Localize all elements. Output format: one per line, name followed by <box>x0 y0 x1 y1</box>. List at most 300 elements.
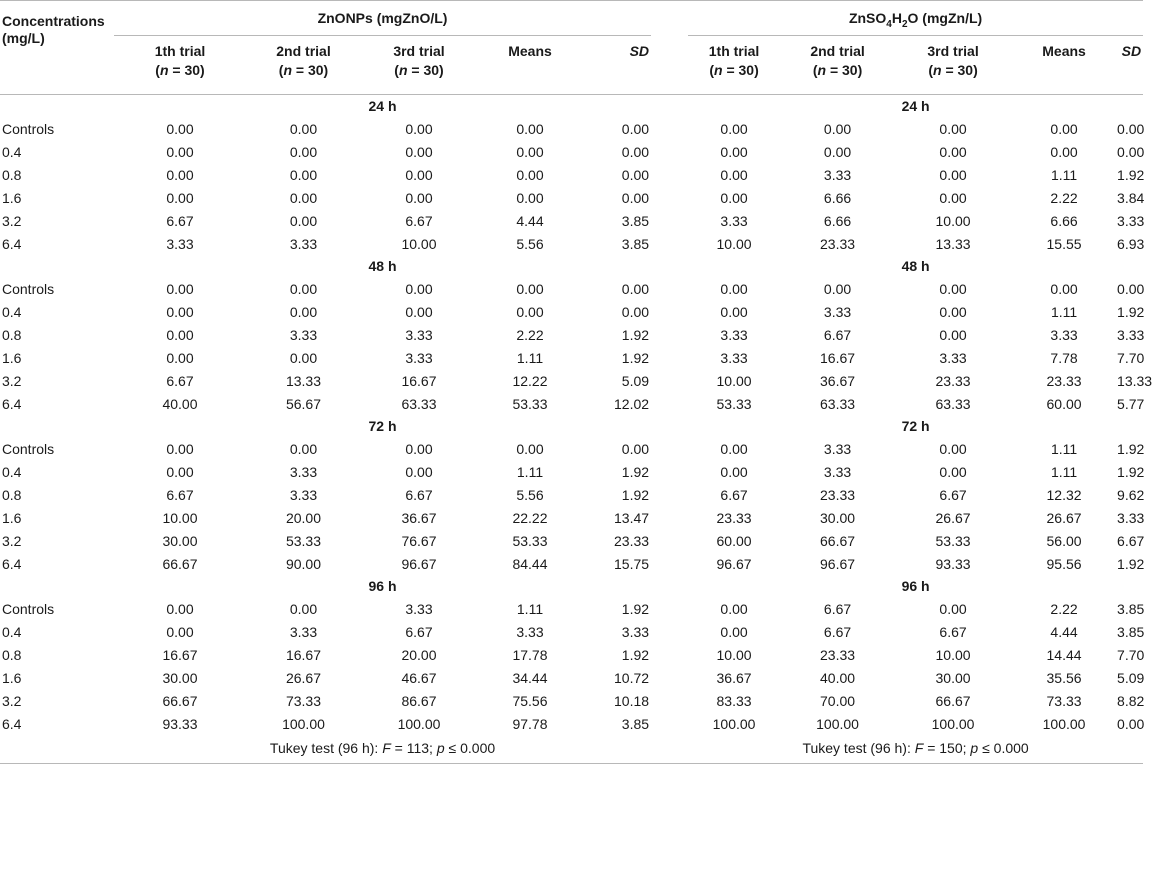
gap-cell <box>651 277 688 300</box>
table-row <box>0 163 1143 186</box>
znso4-value-cell: 3.33 <box>720 212 748 229</box>
znonps-value-cell: 15.75 <box>614 555 650 572</box>
gap-cell <box>651 323 688 346</box>
subheader-znonps-sd: SD <box>629 43 650 59</box>
znso4-value-cell: 0.00 <box>1117 143 1145 160</box>
concentration-cell: 0.8 <box>2 646 22 663</box>
trial-label: 3rd trial <box>393 43 445 59</box>
table-row <box>0 689 1143 712</box>
znonps-value-cell: 3.33 <box>289 623 318 640</box>
znso4-value-cell: 0.00 <box>939 440 967 457</box>
znso4-value-cell: 0.00 <box>720 189 748 206</box>
znso4-value-cell: 3.33 <box>1050 326 1078 343</box>
znonps-value-cell: 0.00 <box>516 189 544 206</box>
znonps-value-cell: 0.00 <box>166 189 194 206</box>
group-znso4-header <box>688 1 1143 36</box>
subheader-znso4-trial-3 <box>895 36 1011 95</box>
znso4-value-cell: 0.00 <box>720 280 748 297</box>
znso4-value-cell: 60.00 <box>716 532 752 549</box>
subheader-znonps-trial-1 <box>114 36 246 95</box>
tukey-spacer <box>0 735 114 764</box>
section-header-row <box>0 415 1143 437</box>
znso4-value-cell: 3.33 <box>1117 326 1145 343</box>
znso4-value-cell: 1.92 <box>1117 303 1145 320</box>
znso4-value-cell: 1.11 <box>1050 166 1078 183</box>
znso4-value-cell: 0.00 <box>720 623 748 640</box>
znonps-value-cell: 1.92 <box>621 600 650 617</box>
znso4-value-cell: 100.00 <box>1042 715 1086 732</box>
table-row <box>0 346 1143 369</box>
gap-cell <box>651 392 688 415</box>
znso4-value-cell: 8.82 <box>1117 692 1145 709</box>
trial-n: (n = 30) <box>394 62 444 78</box>
znso4-value-cell: 1.11 <box>1050 463 1078 480</box>
znonps-value-cell: 0.00 <box>166 440 194 457</box>
znso4-value-cell: 0.00 <box>939 120 967 137</box>
znso4-value-cell: 0.00 <box>939 303 967 320</box>
n-symbol: n <box>817 62 827 78</box>
subheader-znso4-means: Means <box>1042 43 1086 59</box>
znonps-value-cell: 75.56 <box>512 692 548 709</box>
n-symbol: n <box>714 62 723 78</box>
subheader-znso4-trial-2 <box>780 36 895 95</box>
znso4-value-cell: 10.00 <box>935 646 971 663</box>
subheader-znso4-sd: SD <box>1121 43 1142 59</box>
concentration-cell: 6.4 <box>2 235 22 252</box>
table-row <box>0 369 1143 392</box>
znso4-value-cell: 3.33 <box>939 349 967 366</box>
znonps-value-cell: 53.33 <box>285 532 322 549</box>
subheader-gap <box>651 36 688 95</box>
section-header-row <box>0 255 1143 277</box>
znonps-value-cell: 0.00 <box>289 280 318 297</box>
znonps-value-cell: 22.22 <box>512 509 548 526</box>
concentration-cell: Controls <box>2 440 55 457</box>
znso4-value-cell: 0.00 <box>720 303 748 320</box>
tukey-prefix: Tukey test (96 h): <box>802 740 915 756</box>
section-spacer <box>651 255 688 277</box>
gap-cell <box>651 346 688 369</box>
znso4-value-cell: 0.00 <box>939 326 967 343</box>
znso4-value-cell: 0.00 <box>1117 120 1145 137</box>
section-time-znonps: 96 h <box>368 578 397 594</box>
znso4-value-cell: 3.85 <box>1117 623 1145 640</box>
znonps-value-cell: 1.11 <box>516 349 544 366</box>
znonps-value-cell: 93.33 <box>162 715 198 732</box>
gap-cell <box>651 552 688 575</box>
znso4-value-cell: 3.33 <box>720 326 748 343</box>
znso4-value-cell: 60.00 <box>1046 395 1082 412</box>
znonps-value-cell: 4.44 <box>516 212 544 229</box>
group-znso4-part-a: ZnSO <box>848 10 887 26</box>
znso4-value-cell: 23.33 <box>716 509 752 526</box>
n-symbol: n <box>283 62 293 78</box>
n-symbol: n <box>398 62 408 78</box>
znonps-value-cell: 3.33 <box>289 463 318 480</box>
table-row <box>0 437 1143 460</box>
gap-cell <box>651 460 688 483</box>
table-row <box>0 597 1143 620</box>
subheader-znonps-trial-3 <box>361 36 477 95</box>
znonps-value-cell: 84.44 <box>512 555 548 572</box>
gap-cell <box>651 140 688 163</box>
znonps-value-cell: 6.67 <box>405 486 433 503</box>
znso4-value-cell: 23.33 <box>1046 372 1082 389</box>
znonps-value-cell: 0.00 <box>621 303 650 320</box>
table-row <box>0 392 1143 415</box>
trial-n: (n = 30) <box>812 62 863 78</box>
table-row <box>0 323 1143 346</box>
section-time-znso4: 24 h <box>901 98 930 114</box>
trial-label: 1th trial <box>154 43 206 59</box>
znso4-value-cell: 0.00 <box>1117 715 1145 732</box>
gap-cell <box>651 620 688 643</box>
znso4-value-cell: 6.66 <box>1050 212 1078 229</box>
section-time-znso4: 48 h <box>901 258 930 274</box>
gap-cell <box>651 437 688 460</box>
znonps-value-cell: 30.00 <box>162 532 198 549</box>
znonps-value-cell: 0.00 <box>516 166 544 183</box>
znonps-value-cell: 3.33 <box>516 623 544 640</box>
group-znonps-header <box>114 1 651 36</box>
znonps-value-cell: 0.00 <box>166 623 194 640</box>
n-value: = 30 <box>411 62 440 78</box>
znonps-value-cell: 10.00 <box>401 235 437 252</box>
concentration-cell: 6.4 <box>2 395 22 412</box>
znonps-value-cell: 16.67 <box>401 372 437 389</box>
tukey-left <box>114 735 651 764</box>
n-value: = 30 <box>172 62 201 78</box>
table-row <box>0 712 1143 735</box>
znonps-value-cell: 23.33 <box>614 532 650 549</box>
section-time-znonps: 72 h <box>368 418 397 434</box>
znso4-value-cell: 1.92 <box>1117 463 1145 480</box>
table-row <box>0 277 1143 300</box>
section-time-znonps: 24 h <box>368 98 397 114</box>
znonps-value-cell: 0.00 <box>289 212 318 229</box>
znonps-value-cell: 0.00 <box>166 120 194 137</box>
znso4-value-cell: 1.11 <box>1050 303 1078 320</box>
znonps-value-cell: 0.00 <box>166 326 194 343</box>
znonps-value-cell: 3.85 <box>621 212 650 229</box>
table-row <box>0 232 1143 255</box>
znonps-value-cell: 0.00 <box>621 166 650 183</box>
znonps-value-cell: 0.00 <box>166 166 194 183</box>
znso4-value-cell: 7.78 <box>1050 349 1078 366</box>
gap-cell <box>651 506 688 529</box>
znonps-value-cell: 0.00 <box>621 189 650 206</box>
concentration-cell: 3.2 <box>2 372 22 389</box>
znso4-value-cell: 1.92 <box>1117 166 1145 183</box>
znso4-value-cell: 3.33 <box>1117 212 1145 229</box>
znonps-value-cell: 5.56 <box>516 235 544 252</box>
n-value: = 30 <box>945 62 974 78</box>
znso4-value-cell: 26.67 <box>935 509 971 526</box>
tukey-f-value: = 113; <box>390 740 437 756</box>
znonps-value-cell: 0.00 <box>405 189 433 206</box>
znso4-value-cell: 3.33 <box>823 303 852 320</box>
znonps-value-cell: 46.67 <box>401 669 437 686</box>
znso4-value-cell: 0.00 <box>1050 120 1078 137</box>
znso4-value-cell: 66.67 <box>820 532 856 549</box>
tukey-p-symbol: p <box>970 740 979 756</box>
header-row-subcolumns <box>0 36 1143 95</box>
tukey-p-value: ≤ 0.000 <box>978 740 1029 756</box>
trial-label: 2nd trial <box>810 43 865 59</box>
znso4-value-cell: 73.33 <box>1046 692 1082 709</box>
table-row <box>0 209 1143 232</box>
subheader-znonps-means: Means <box>508 43 552 59</box>
znonps-value-cell: 0.00 <box>405 143 433 160</box>
tukey-prefix: Tukey test (96 h): <box>269 740 383 756</box>
znso4-value-cell: 14.44 <box>1046 646 1082 663</box>
znso4-value-cell: 1.11 <box>1050 440 1078 457</box>
table-row <box>0 117 1143 140</box>
concentration-cell: 6.4 <box>2 555 22 572</box>
znonps-value-cell: 1.92 <box>621 486 650 503</box>
znso4-value-cell: 3.85 <box>1117 600 1145 617</box>
znso4-value-cell: 1.92 <box>1117 440 1145 457</box>
table-row <box>0 552 1143 575</box>
section-time-znonps: 48 h <box>368 258 397 274</box>
znso4-value-cell: 6.67 <box>823 326 852 343</box>
concentration-cell: 3.2 <box>2 532 22 549</box>
znonps-value-cell: 16.67 <box>162 646 198 663</box>
znso4-value-cell: 3.33 <box>823 463 852 480</box>
znso4-value-cell: 100.00 <box>816 715 859 732</box>
znso4-value-cell: 6.67 <box>939 623 967 640</box>
section-time-znso4: 96 h <box>901 578 930 594</box>
tukey-right <box>688 735 1143 764</box>
znso4-value-cell: 2.22 <box>1050 189 1078 206</box>
section-spacer <box>0 255 114 277</box>
table-row <box>0 140 1143 163</box>
znonps-value-cell: 0.00 <box>166 600 194 617</box>
gap-cell <box>651 643 688 666</box>
znso4-value-cell: 6.93 <box>1117 235 1145 252</box>
znonps-value-cell: 0.00 <box>289 600 318 617</box>
n-value: = 30 <box>726 62 755 78</box>
concentration-cell: 0.4 <box>2 463 22 480</box>
tukey-row <box>0 735 1143 764</box>
n-symbol: n <box>933 62 942 78</box>
znso4-value-cell: 13.33 <box>1117 372 1152 389</box>
znso4-value-cell: 23.33 <box>820 646 856 663</box>
znonps-value-cell: 66.67 <box>162 555 198 572</box>
znonps-value-cell: 1.92 <box>621 349 650 366</box>
trial-n: (n = 30) <box>278 62 329 78</box>
znonps-value-cell: 3.85 <box>621 715 650 732</box>
section-spacer <box>651 415 688 437</box>
znso4-value-cell: 66.67 <box>935 692 971 709</box>
znso4-value-cell: 0.00 <box>1050 143 1078 160</box>
znonps-value-cell: 5.56 <box>516 486 544 503</box>
znonps-value-cell: 0.00 <box>166 280 194 297</box>
n-value: = 30 <box>829 62 858 78</box>
znonps-value-cell: 20.00 <box>285 509 322 526</box>
znso4-value-cell: 70.00 <box>820 692 856 709</box>
gap-cell <box>651 163 688 186</box>
znso4-value-cell: 100.00 <box>931 715 975 732</box>
znso4-value-cell: 96.67 <box>716 555 752 572</box>
concentration-cell: 0.4 <box>2 143 22 160</box>
znonps-value-cell: 3.33 <box>405 600 433 617</box>
znonps-value-cell: 0.00 <box>621 440 650 457</box>
znso4-value-cell: 3.33 <box>823 166 852 183</box>
znonps-value-cell: 3.33 <box>621 623 650 640</box>
znso4-value-cell: 0.00 <box>823 143 852 160</box>
znonps-value-cell: 6.67 <box>166 212 194 229</box>
tukey-f-symbol: F <box>382 740 391 756</box>
znonps-value-cell: 10.00 <box>162 509 198 526</box>
znonps-value-cell: 0.00 <box>289 440 318 457</box>
znonps-value-cell: 86.67 <box>401 692 437 709</box>
znso4-value-cell: 30.00 <box>820 509 856 526</box>
znonps-value-cell: 0.00 <box>405 280 433 297</box>
znso4-value-cell: 6.67 <box>823 623 852 640</box>
gap-cell <box>651 369 688 392</box>
znso4-value-cell: 36.67 <box>716 669 752 686</box>
znso4-value-cell: 10.00 <box>716 646 752 663</box>
znonps-value-cell: 0.00 <box>516 120 544 137</box>
znonps-value-cell: 0.00 <box>405 463 433 480</box>
table-row <box>0 483 1143 506</box>
znonps-value-cell: 3.33 <box>289 326 318 343</box>
znso4-value-cell: 0.00 <box>720 166 748 183</box>
znonps-value-cell: 20.00 <box>401 646 437 663</box>
znonps-value-cell: 0.00 <box>405 440 433 457</box>
concentration-cell: 0.8 <box>2 166 22 183</box>
znso4-value-cell: 6.66 <box>823 189 852 206</box>
znso4-value-cell: 6.66 <box>823 212 852 229</box>
znso4-value-cell: 15.55 <box>1046 235 1082 252</box>
trial-label: 3rd trial <box>927 43 979 59</box>
znonps-value-cell: 2.22 <box>516 326 544 343</box>
concentration-header <box>0 1 114 95</box>
znonps-value-cell: 3.33 <box>289 486 318 503</box>
trial-n: (n = 30) <box>155 62 205 78</box>
znso4-value-cell: 0.00 <box>720 120 748 137</box>
znonps-value-cell: 36.67 <box>401 509 437 526</box>
section-spacer <box>0 95 114 118</box>
tukey-f-value: = 150; <box>923 740 971 756</box>
znso4-value-cell: 83.33 <box>716 692 752 709</box>
concentration-cell: 6.4 <box>2 715 22 732</box>
gap-cell <box>651 597 688 620</box>
table-row <box>0 529 1143 552</box>
znonps-value-cell: 0.00 <box>166 303 194 320</box>
concentration-cell: 0.4 <box>2 303 22 320</box>
znonps-value-cell: 26.67 <box>285 669 322 686</box>
znonps-value-cell: 96.67 <box>401 555 437 572</box>
znso4-value-cell: 36.67 <box>820 372 856 389</box>
znso4-value-cell: 0.00 <box>720 463 748 480</box>
trial-n: (n = 30) <box>928 62 978 78</box>
section-spacer <box>0 575 114 597</box>
table-row <box>0 620 1143 643</box>
n-symbol: n <box>159 62 169 78</box>
section-header-row <box>0 95 1143 118</box>
gap-cell <box>651 209 688 232</box>
concentration-cell: 0.8 <box>2 486 22 503</box>
znso4-value-cell: 6.67 <box>823 600 852 617</box>
znonps-value-cell: 0.00 <box>621 120 650 137</box>
tukey-p-value: ≤ 0.000 <box>444 740 496 756</box>
znonps-value-cell: 6.67 <box>166 372 194 389</box>
gap-cell <box>651 300 688 323</box>
znonps-value-cell: 3.33 <box>289 235 318 252</box>
znonps-value-cell: 53.33 <box>512 395 548 412</box>
table-row <box>0 300 1143 323</box>
znonps-value-cell: 0.00 <box>289 303 318 320</box>
znso4-value-cell: 3.33 <box>1117 509 1145 526</box>
znonps-value-cell: 0.00 <box>516 440 544 457</box>
znonps-value-cell: 0.00 <box>289 189 318 206</box>
table-row <box>0 666 1143 689</box>
znso4-value-cell: 0.00 <box>939 166 967 183</box>
gap-cell <box>651 666 688 689</box>
znonps-value-cell: 40.00 <box>162 395 198 412</box>
gap-cell <box>651 186 688 209</box>
znso4-value-cell: 1.92 <box>1117 555 1145 572</box>
znonps-value-cell: 3.85 <box>621 235 650 252</box>
tukey-gap <box>651 735 688 764</box>
gap-cell <box>651 529 688 552</box>
concentration-cell: Controls <box>2 120 55 137</box>
znso4-value-cell: 100.00 <box>712 715 756 732</box>
table-row <box>0 643 1143 666</box>
znso4-value-cell: 56.00 <box>1046 532 1082 549</box>
znonps-value-cell: 6.67 <box>166 486 194 503</box>
znonps-value-cell: 30.00 <box>162 669 198 686</box>
znso4-value-cell: 3.84 <box>1117 189 1145 206</box>
section-spacer <box>0 415 114 437</box>
concentration-cell: Controls <box>2 280 55 297</box>
znonps-value-cell: 10.72 <box>614 669 650 686</box>
gap-cell <box>651 117 688 140</box>
znso4-value-cell: 10.00 <box>716 372 752 389</box>
znso4-value-cell: 16.67 <box>820 349 856 366</box>
trial-n: (n = 30) <box>709 62 759 78</box>
znso4-value-cell: 0.00 <box>823 120 852 137</box>
group-znso4-part-b: H <box>891 10 902 26</box>
znonps-value-cell: 0.00 <box>621 143 650 160</box>
znso4-value-cell: 23.33 <box>935 372 971 389</box>
znso4-value-cell: 96.67 <box>820 555 856 572</box>
table-row <box>0 186 1143 209</box>
znso4-value-cell: 93.33 <box>935 555 971 572</box>
znso4-value-cell: 40.00 <box>820 669 856 686</box>
concentration-cell: 3.2 <box>2 692 22 709</box>
znso4-value-cell: 35.56 <box>1046 669 1082 686</box>
znso4-value-cell: 7.70 <box>1117 349 1145 366</box>
znso4-value-cell: 0.00 <box>939 189 967 206</box>
znonps-value-cell: 1.92 <box>621 463 650 480</box>
znso4-value-cell: 0.00 <box>939 463 967 480</box>
concentration-label-line2: (mg/L) <box>2 30 45 46</box>
concentration-cell: 1.6 <box>2 189 22 206</box>
section-spacer <box>651 575 688 597</box>
znonps-value-cell: 0.00 <box>289 143 318 160</box>
znonps-value-cell: 0.00 <box>289 349 318 366</box>
znonps-value-cell: 3.33 <box>405 326 433 343</box>
concentration-cell: 0.8 <box>2 326 22 343</box>
znso4-value-cell: 5.77 <box>1117 395 1145 412</box>
znso4-value-cell: 63.33 <box>820 395 856 412</box>
znonps-value-cell: 1.11 <box>516 463 544 480</box>
znonps-value-cell: 16.67 <box>285 646 322 663</box>
trial-label: 1th trial <box>708 43 760 59</box>
